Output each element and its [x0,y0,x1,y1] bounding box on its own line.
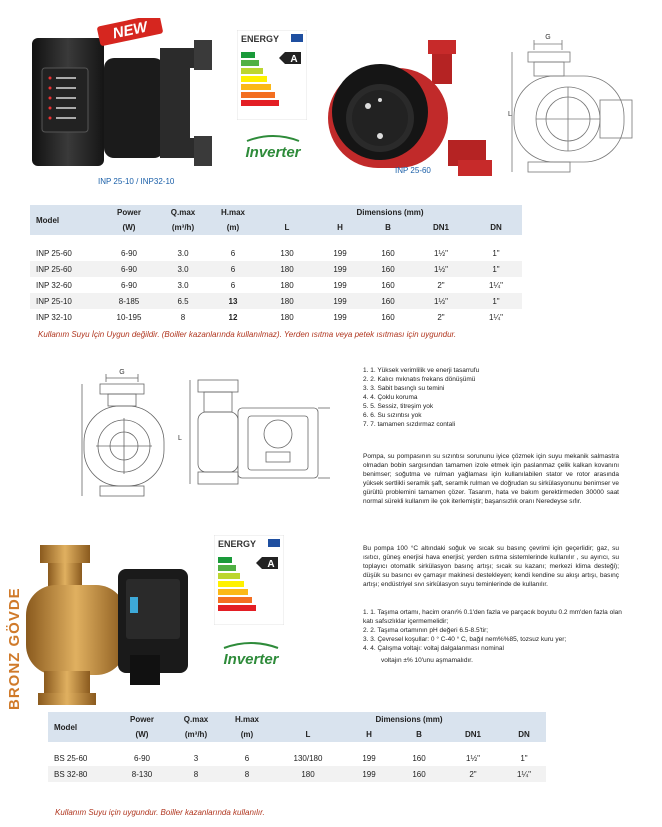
cell-h: 199 [333,312,347,322]
bronz-govde-label: BRONZ GÖVDE [6,587,23,710]
spec-table-inp [30,205,522,325]
feature-item: 5. 5. Sessiz, titreşim yok [363,403,434,410]
description-paragraph-2: Bu pompa 100 °C altındaki soğuk ve sıcak su basınç çevrimi için geçerlidir; gaz, su ısıtıcı, güneş enerjisi hava enerjisi; yerden ısıtma sistemlerinde kullanılır , su ayırıcı, su toplayıcı otomatik sirkülasyon basınç artışı; sıcak su kazanı; merkezi klima desteği); düşük su basıncı ev çamaşır makinesi destekleyen; kendi kendine su akışı artışı, basınç artışı; endüstriyel sıvı sirkülasyon suyu teminlerinde de kullanılır. [363,545,619,588]
energy-label-bronze [214,535,284,625]
cell-l: 130/180 [293,753,323,763]
cell-h: 199 [316,261,364,277]
cell-power: 10-195 [116,312,142,322]
table-row [30,261,522,277]
cell-hmax: 13 [208,293,258,309]
cell-power: 8-185 [100,293,158,309]
cell-l: 180 [258,293,316,309]
inverter-logo-top [237,133,309,163]
col-hmax: H.max [220,207,245,217]
cell-model: INP 25-60 [36,248,72,258]
col-qmax: Q.max [183,714,209,724]
cell-power: 6-90 [133,753,150,763]
col-qmax-unit: (m³/h) [184,729,208,739]
svg-text:Inverter: Inverter [245,144,301,161]
cell-qmax: 8 [180,312,186,322]
feature-item: 6. 6. Su sızıntısı yok [363,412,422,419]
caption-inp25-10: INP 25-10 / INP32-10 [98,177,175,186]
cell-power: 8-130 [114,766,170,782]
col-B: B [385,222,391,232]
cell-model: BS 25-60 [54,753,88,763]
svg-text:Inverter: Inverter [223,651,279,668]
table-row [30,293,522,309]
cell-hmax: 8 [222,766,272,782]
feature-item: 1. 1. Yüksek verimlilik ve enerji tasarrufu [363,367,480,374]
cell-power: 6-90 [100,261,158,277]
cell-hmax: 6 [244,753,250,763]
col-model: Model [36,215,60,225]
col-DN: DN [518,729,530,739]
cell-b: 160 [364,293,412,309]
cell-dn1: 2" [437,280,445,290]
cell-hmax: 12 [228,312,238,322]
col-DN1: DN1 [432,222,449,232]
feature-item: 3. 3. Sabit basınçlı su temini [363,385,445,392]
col-power: Power [116,207,141,217]
cell-b: 160 [381,280,395,290]
cell-b: 160 [394,766,444,782]
cell-l: 180 [280,280,294,290]
col-DN: DN [490,222,502,232]
table-row [48,750,546,766]
cell-h: 199 [316,293,364,309]
cell-h: 199 [362,753,376,763]
svg-text:L: L [508,111,512,118]
col-hmax-unit: (m) [240,729,254,739]
cell-b: 160 [381,312,395,322]
cell-power: 6-90 [120,248,137,258]
col-B: B [416,729,422,739]
svg-text:L: L [178,435,182,442]
condition-item: 4. 4. Çalışma voltajı: voltaj dalgalanması nominal [363,645,504,652]
col-model: Model [54,722,78,732]
col-power-unit: (W) [135,729,149,739]
dimension-drawings-middle [80,368,360,508]
cell-model: INP 25-10 [30,293,100,309]
cell-qmax: 3.0 [177,280,189,290]
cell-l: 180 [258,261,316,277]
cell-qmax: 3.0 [158,261,208,277]
col-dimensions: Dimensions (mm) [356,207,424,217]
col-L: L [284,222,290,232]
cell-dn: 1¼" [489,312,503,322]
cell-dn1: 2" [437,312,445,322]
feature-item: 7. 7. tamamen sızdırmaz contali [363,421,456,428]
cell-dn: 1" [520,753,528,763]
cell-hmax: 6 [208,261,258,277]
col-dimensions: Dimensions (mm) [375,714,443,724]
cell-l: 130 [280,248,294,258]
col-power-unit: (W) [122,222,136,232]
table-row [48,766,546,782]
cell-model: BS 32-80 [48,766,114,782]
cell-l: 180 [280,312,294,322]
cell-dn: 1" [470,261,522,277]
feature-list [363,366,623,429]
inverter-logo-bronze [214,640,289,670]
cell-dn1: 1½" [412,293,470,309]
cell-b: 160 [364,261,412,277]
dimension-drawing-top [508,30,648,180]
cell-l: 180 [272,766,344,782]
condition-item: voltajın ±% 10'unu aşmamalıdır. [381,657,473,664]
note-table1: Kullanım Suyu İçin Uygun değildir. (Boiller kazanlarında kullanılmaz). Yerden ısıtma veya petek ısıtması için uygundur. [38,330,457,339]
svg-text:G: G [545,34,551,41]
cell-qmax: 8 [170,766,222,782]
bronze-pump-image [20,545,195,705]
cell-b: 160 [412,753,426,763]
svg-text:ENERGY: ENERGY [241,34,280,44]
cell-hmax: 6 [230,248,236,258]
col-qmax: Q.max [170,207,196,217]
inp25-10-pump-image [30,18,220,178]
condition-item: 1. 1. Taşıma ortamı, hacim oranı% 0.1'den fazla ve parçacık boyutu 0.2 mm'den fazla olan katı safsızlıklar içermemelidir; [363,609,622,625]
cell-dn: 1" [470,293,522,309]
note-table2: Kullanım Suyu için uygundur. Boiller kazanlarında kullanılır. [55,808,265,817]
energy-label-top [237,30,307,120]
cell-dn: 1¼" [489,280,503,290]
condition-item: 2. 2. Taşıma ortamının pH değeri 6.5-8.5'tir; [363,627,489,634]
cell-model: INP 32-60 [36,280,72,290]
feature-item: 2. 2. Kalıcı mıknatıs frekans dönüşümü [363,376,476,383]
conditions-list [363,608,625,665]
inp25-60-pump-image [328,40,508,180]
svg-text:ENERGY: ENERGY [218,539,257,549]
cell-qmax: 6.5 [158,293,208,309]
col-L: L [305,729,311,739]
feature-item: 4. 4. Çoklu koruma [363,394,418,401]
cell-dn1: 1½" [412,261,470,277]
cell-dn: 1¼" [502,766,546,782]
caption-inp25-60: INP 25-60 [395,166,431,175]
description-paragraph-1: Pompa, su pompasının su sızıntısı sorununu iyice çözmek için suyu mekanik salmastra olmadan bobin sargısından tamamen izole etmek için paslanmaz çelik kalkan kovanını benimser; soğutma ve rulman yağlaması için kullanılabilen stator ve rotor arasında yüksek sertlikli seramik şaft, seramik rulman ve doğrudan su sirkülasyonunu benimser ve gürültü problemini tamamen çözer. Tasarım, hata ve bakım gerektirmeden 30000 saat normal sürekli kullanım ile çok iterlemiştir; başarısızlık oranı Neredeyse sıfır. [363,453,619,505]
cell-model: INP 32-10 [36,312,72,322]
new-badge: NEW [111,18,149,43]
cell-dn: 1" [492,248,500,258]
cell-h: 199 [344,766,394,782]
svg-text:A: A [267,559,275,570]
cell-dn1: 1½" [434,248,448,258]
cell-h: 199 [333,248,347,258]
col-hmax: H.max [234,714,259,724]
svg-text:A: A [290,54,298,65]
cell-dn1: 2" [444,766,502,782]
col-DN1: DN1 [464,729,481,739]
table-row [30,245,522,261]
col-H: H [337,222,343,232]
cell-qmax: 3 [193,753,199,763]
cell-model: INP 25-60 [30,261,100,277]
col-hmax-unit: (m) [226,222,240,232]
cell-power: 6-90 [120,280,137,290]
cell-h: 199 [333,280,347,290]
spec-table-bs [48,712,546,782]
col-power: Power [129,714,154,724]
cell-hmax: 6 [230,280,236,290]
col-qmax-unit: (m³/h) [171,222,195,232]
table-row [30,277,522,293]
svg-text:G: G [119,369,125,376]
cell-dn1: 1½" [466,753,480,763]
cell-b: 160 [381,248,395,258]
table-row [30,309,522,325]
condition-item: 3. 3. Çevresel koşullar: 0 ° C-40 ° C, bağıl nem%%85, tozsuz kuru yer; [363,636,567,643]
col-H: H [366,729,372,739]
cell-qmax: 3.0 [177,248,189,258]
